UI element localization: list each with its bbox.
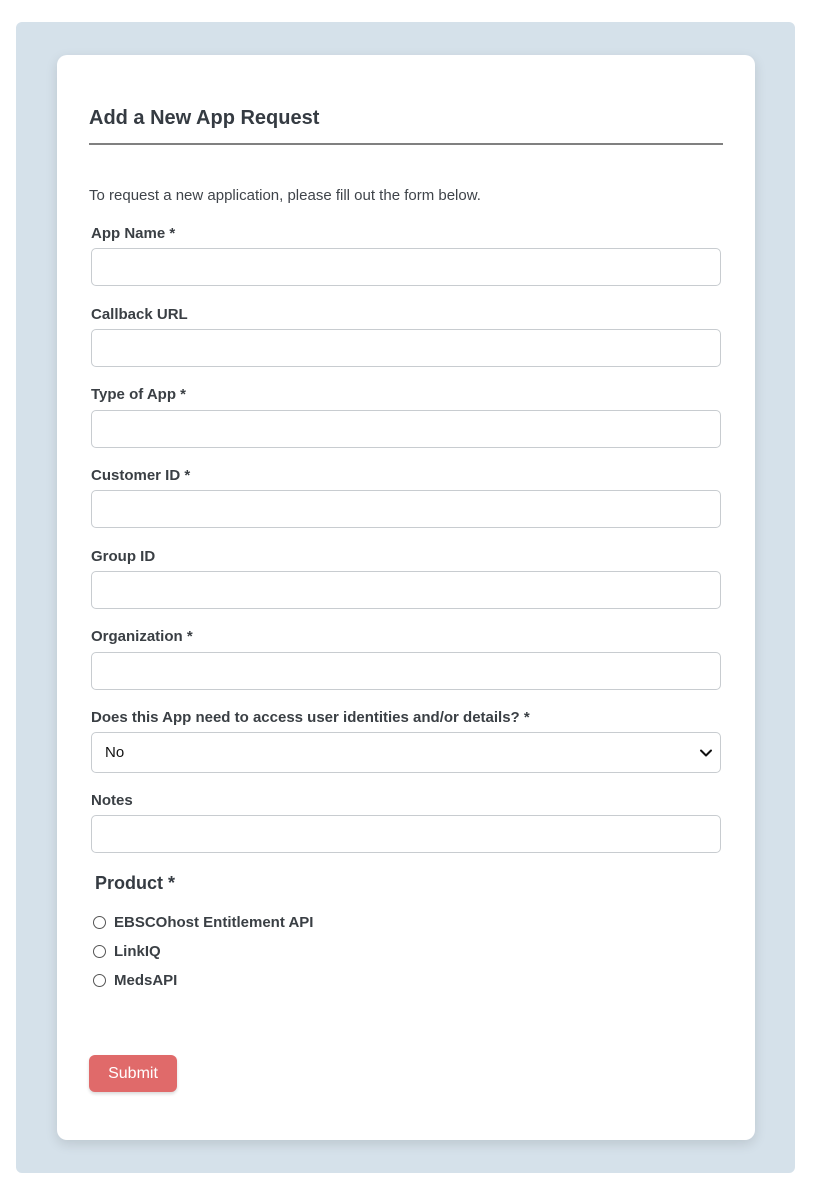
group-id-label: Group ID — [91, 548, 156, 565]
page-title: Add a New App Request — [89, 107, 320, 129]
app-name-input[interactable] — [91, 248, 721, 286]
form-intro-text: To request a new application, please fill out the form below. — [89, 187, 481, 204]
callback-url-input[interactable] — [91, 329, 721, 367]
radio-button[interactable] — [93, 974, 106, 987]
customer-id-input[interactable] — [91, 490, 721, 528]
radio-button[interactable] — [93, 916, 106, 929]
form-card — [57, 55, 755, 1140]
app-name-label: App Name * — [91, 225, 176, 242]
identity-access-label: Does this App need to access user identities and/or details? * — [91, 709, 530, 726]
group-id-input[interactable] — [91, 571, 721, 609]
organization-label: Organization * — [91, 628, 193, 645]
product-heading: Product * — [95, 873, 176, 893]
product-option-label: EBSCOhost Entitlement API — [114, 913, 314, 931]
callback-url-label: Callback URL — [91, 306, 188, 323]
product-option-medsapi[interactable] — [93, 970, 177, 990]
product-option-label: MedsAPI — [114, 971, 178, 989]
organization-input[interactable] — [91, 652, 721, 690]
identity-access-selected-value: No — [105, 744, 125, 761]
page-background — [16, 22, 795, 1173]
chevron-down-icon — [698, 745, 714, 761]
product-option-label: LinkIQ — [114, 942, 161, 960]
radio-button[interactable] — [93, 945, 106, 958]
type-of-app-label: Type of App * — [91, 386, 186, 403]
customer-id-label: Customer ID * — [91, 467, 191, 484]
submit-button[interactable]: Submit — [89, 1055, 177, 1092]
title-divider — [89, 143, 723, 145]
type-of-app-input[interactable] — [91, 410, 721, 448]
product-option-ebscohost[interactable] — [93, 912, 313, 932]
notes-label: Notes — [91, 792, 133, 809]
notes-input[interactable] — [91, 815, 721, 853]
identity-access-select[interactable] — [91, 732, 721, 773]
product-option-linkiq[interactable] — [93, 941, 161, 961]
